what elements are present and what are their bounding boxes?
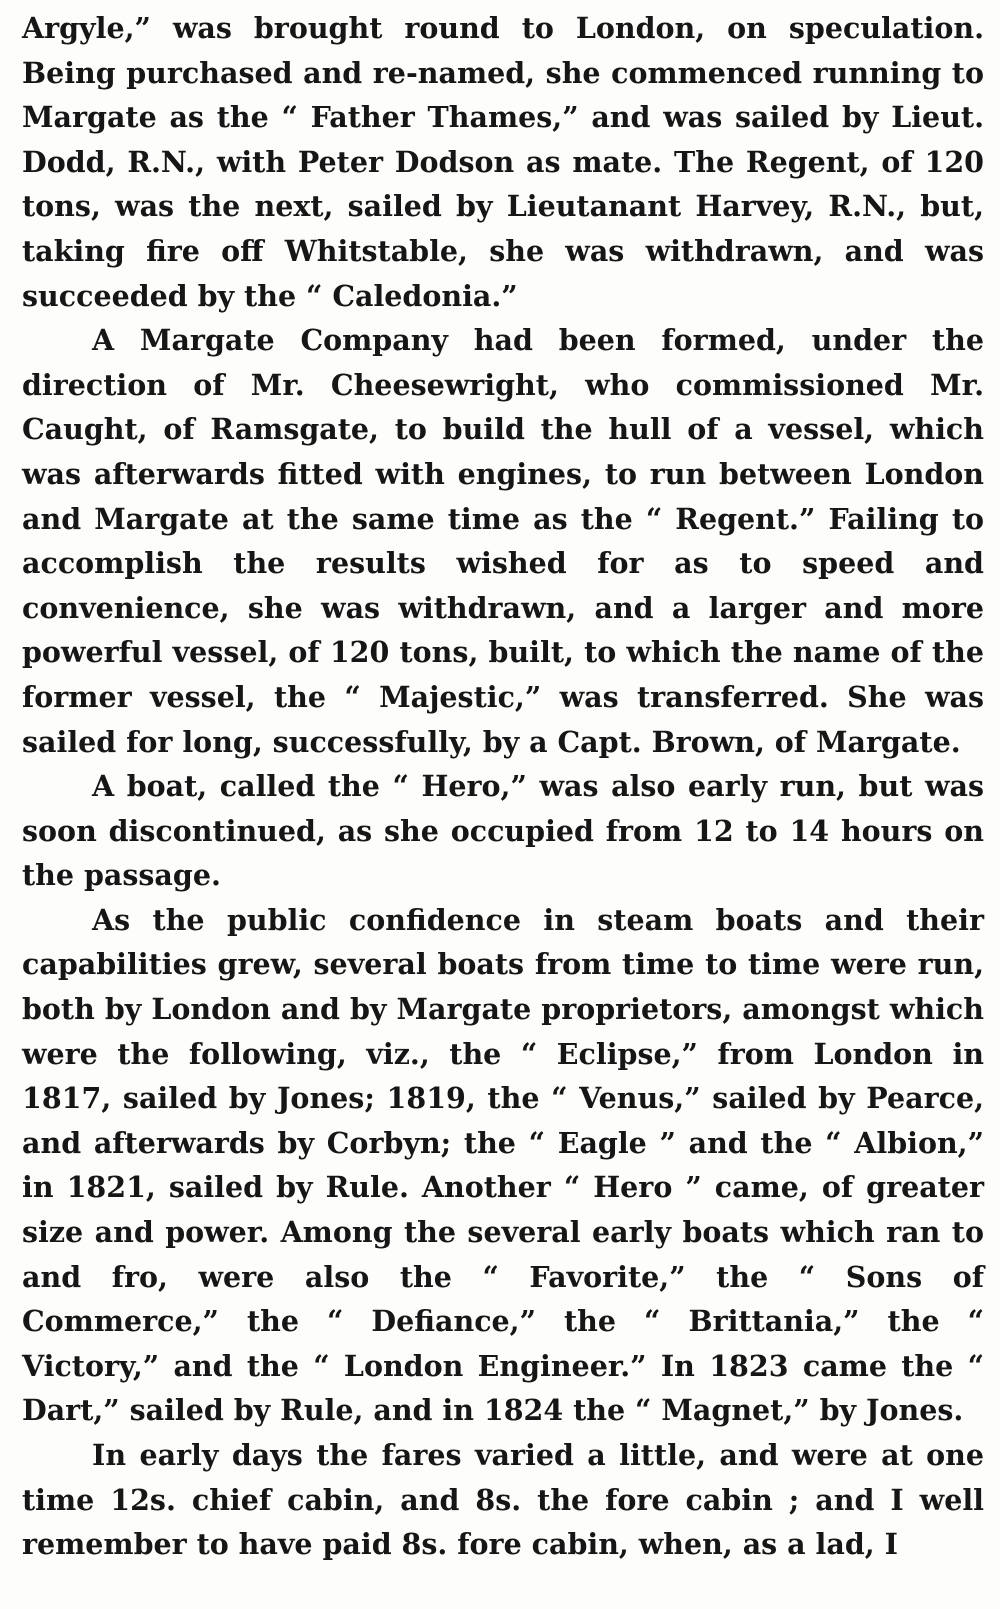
paragraph-hero: A boat, called the “ Hero,” was also early run, but was soon discontinued, as she occupied from 12 to 14 hours on the passage.	[22, 769, 984, 893]
paragraph-fares: In early days the fares varied a little, and were at one time 12s. chief cabin, and 8s. the fore cabin ; and I well remember to have paid 8s. fore cabin, when, as a lad, I	[22, 1438, 984, 1562]
paragraph-steam-boats: As the public confidence in steam boats and their capabilities grew, several boats from time to time were run, both by London and by Margate proprietors, amongst which were the following, viz., the “ Eclipse,” from London in 1817, sailed by Jones; 1819, the “ Venus,” sailed by Pearce, and afterwards by Corbyn; the “ Eagle ” and the “ Albion,” in 1821, sailed by Rule. Another “ Hero ” came, of greater size and power. Among the several early boats which ran to and fro, were also the “ Favorite,” the “ Sons of Commerce,” the “ Defiance,” the “ Brittania,” the “ Victory,” and the “ London Engineer.” In 1823 came the “ Dart,” sailed by Rule, and in 1824 the “ Magnet,” by Jones.	[22, 902, 984, 1428]
paragraph-argyle: Argyle,” was brought round to London, on speculation. Being purchased and re-named, she commenced running to Margate as the “ Father Thames,” and was sailed by Lieut. Dodd, R.N., with Peter Dodson as mate. The Regent, of 120 tons, was the next, sailed by Lieutanant Harvey, R.N., but, taking fire off Whitstable, she was withdrawn, and was succeeded by the “ Caledonia.”	[22, 11, 984, 313]
paragraph-margate-company: A Margate Company had been formed, under the direction of Mr. Cheesewright, who commissioned Mr. Caught, of Ramsgate, to build the hull of a vessel, which was afterwards fitted with engines, to run between London and Margate at the same time as the “ Regent.” Failing to accomplish the results wished for as to speed and convenience, she was withdrawn, and a larger and more powerful vessel, of 120 tons, built, to which the name of the former vessel, the “ Majestic,” was transferred. She was sailed for long, successfully, by a Capt. Brown, of Margate.	[22, 323, 984, 759]
document-body	[22, 6, 984, 1567]
